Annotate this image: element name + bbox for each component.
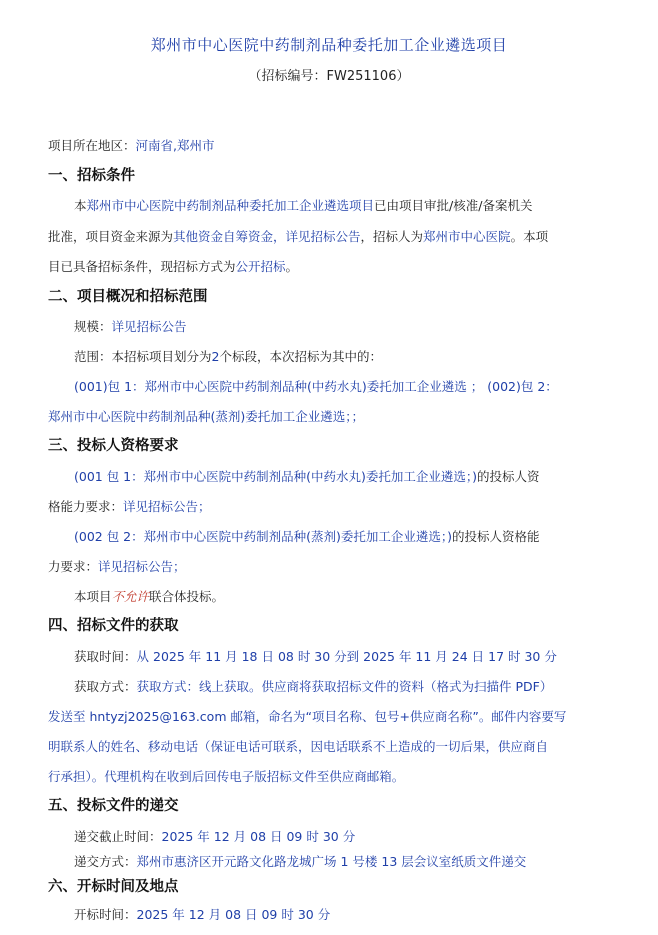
package-2-name: (002 包 2：郑州市中心医院中药制剂品种(蒸剂)委托加工企业遴选；) xyxy=(74,529,453,544)
submit-method-value: 郑州市惠济区开元路文化路龙城广场 1 号楼 13 层会议室纸质文件递交 xyxy=(136,854,527,869)
text: 联合体投标。 xyxy=(149,589,225,604)
qual-2-line-1 xyxy=(74,527,540,545)
project-location xyxy=(48,136,215,154)
text: 的投标人资 xyxy=(477,469,540,484)
text: 个标段，本次招标为其中的： xyxy=(219,349,382,364)
section-1-para-line-2 xyxy=(48,227,548,245)
text: 的投标人资格能 xyxy=(452,529,540,544)
location-label: 项目所在地区： xyxy=(48,138,136,153)
opening-time-label: 开标时间： xyxy=(74,907,137,922)
section-4-heading: 四、招标文件的获取 xyxy=(48,618,179,634)
scale-value: 详见招标公告 xyxy=(111,319,187,334)
text: 范围：本招标项目划分为 xyxy=(74,349,212,364)
obtain-method-value: 获取方式：线上获取。供应商将获取招标文件的资料（格式为扫描件 PDF） xyxy=(136,679,553,694)
section-1-para-line-3 xyxy=(48,257,298,275)
text: 格能力要求： xyxy=(48,499,124,514)
text: 力要求： xyxy=(48,559,99,574)
fund-source: 其他资金自筹资金，详见招标公告 xyxy=(173,229,361,244)
section-5-heading: 五、投标文件的递交 xyxy=(48,798,179,814)
package-line-2: 郑州市中心医院中药制剂品种(蒸剂)委托加工企业遴选；； xyxy=(48,409,365,424)
scale-line xyxy=(74,317,187,335)
document-title: 郑州市中心医院中药制剂品种委托加工企业遴选项目 xyxy=(150,36,508,54)
obtain-time-value: 从 2025 年 11 月 18 日 08 时 30 分到 2025 年 11 月 24 日 17 时 30 分 xyxy=(136,649,557,664)
range-line xyxy=(74,347,382,365)
project-name: 郑州市中心医院中药制剂品种委托加工企业遴选项目 xyxy=(86,198,375,213)
obtain-method-line-1 xyxy=(74,677,552,695)
section-1-heading: 一、招标条件 xyxy=(48,168,135,184)
text: 批准，项目资金来源为 xyxy=(48,229,174,244)
qual-1-line-2 xyxy=(48,497,211,515)
section-6-heading: 六、开标时间及地点 xyxy=(48,879,179,895)
lot-count: 2 xyxy=(211,349,220,364)
section-1-para-line-1 xyxy=(74,196,532,214)
tender-method: 公开招标 xyxy=(235,259,286,274)
deadline-value: 2025 年 12 月 08 日 09 时 30 分 xyxy=(161,829,356,844)
joint-bid-line xyxy=(74,587,224,605)
obtain-method-line-3: 明联系人的姓名、移动电话（保证电话可联系，因电话联系不上造成的一切后果，供应商自 xyxy=(48,739,549,754)
submit-deadline-line xyxy=(74,827,355,845)
obtain-method-line-2: 发送至 hntyzj2025@163.com 邮箱，命名为“项目名称、包号+供应商名称”。邮件内容要写 xyxy=(48,709,567,724)
obtain-time-line xyxy=(74,647,557,665)
location-value: 河南省,郑州市 xyxy=(135,138,215,153)
section-2-heading: 二、项目概况和招标范围 xyxy=(48,289,208,305)
tenderer: 郑州市中心医院 xyxy=(423,229,511,244)
submit-method-line xyxy=(74,852,526,870)
package-line-1: (001)包 1：郑州市中心医院中药制剂品种(中药水丸)委托加工企业遴选 ； (002)包 2： xyxy=(74,379,558,394)
deadline-label: 递交截止时间： xyxy=(74,829,162,844)
opening-time-value: 2025 年 12 月 08 日 09 时 30 分 xyxy=(136,907,331,922)
section-3-heading: 三、投标人资格要求 xyxy=(48,438,179,454)
text: ，招标人为 xyxy=(360,229,424,244)
submit-method-label: 递交方式： xyxy=(74,854,137,869)
scale-label: 规模： xyxy=(74,319,112,334)
text: 本 xyxy=(74,198,87,213)
qual-2-line-2 xyxy=(48,557,186,575)
qual-1-line-1 xyxy=(74,467,540,485)
obtain-time-label: 获取时间： xyxy=(74,649,137,664)
qual-1-value: 详见招标公告； xyxy=(123,499,211,514)
text: 已由项目审批/核准/备案机关 xyxy=(374,198,533,213)
bid-number: （招标编号：FW251106） xyxy=(248,69,410,84)
qual-2-value: 详见招标公告； xyxy=(98,559,186,574)
text: 本项目 xyxy=(74,589,112,604)
text: 目已具备招标条件，现招标方式为 xyxy=(48,259,236,274)
text: 。本项 xyxy=(510,229,549,244)
package-1-name: (001 包 1：郑州市中心医院中药制剂品种(中药水丸)委托加工企业遴选；) xyxy=(74,469,478,484)
joint-bid-status: 不允许 xyxy=(111,589,150,604)
opening-time-line xyxy=(74,905,330,923)
obtain-method-line-4: 行承担）。代理机构在收到后回传电子版招标文件至供应商邮箱。 xyxy=(48,769,405,784)
text: 。 xyxy=(285,259,299,274)
obtain-method-label: 获取方式： xyxy=(74,679,137,694)
